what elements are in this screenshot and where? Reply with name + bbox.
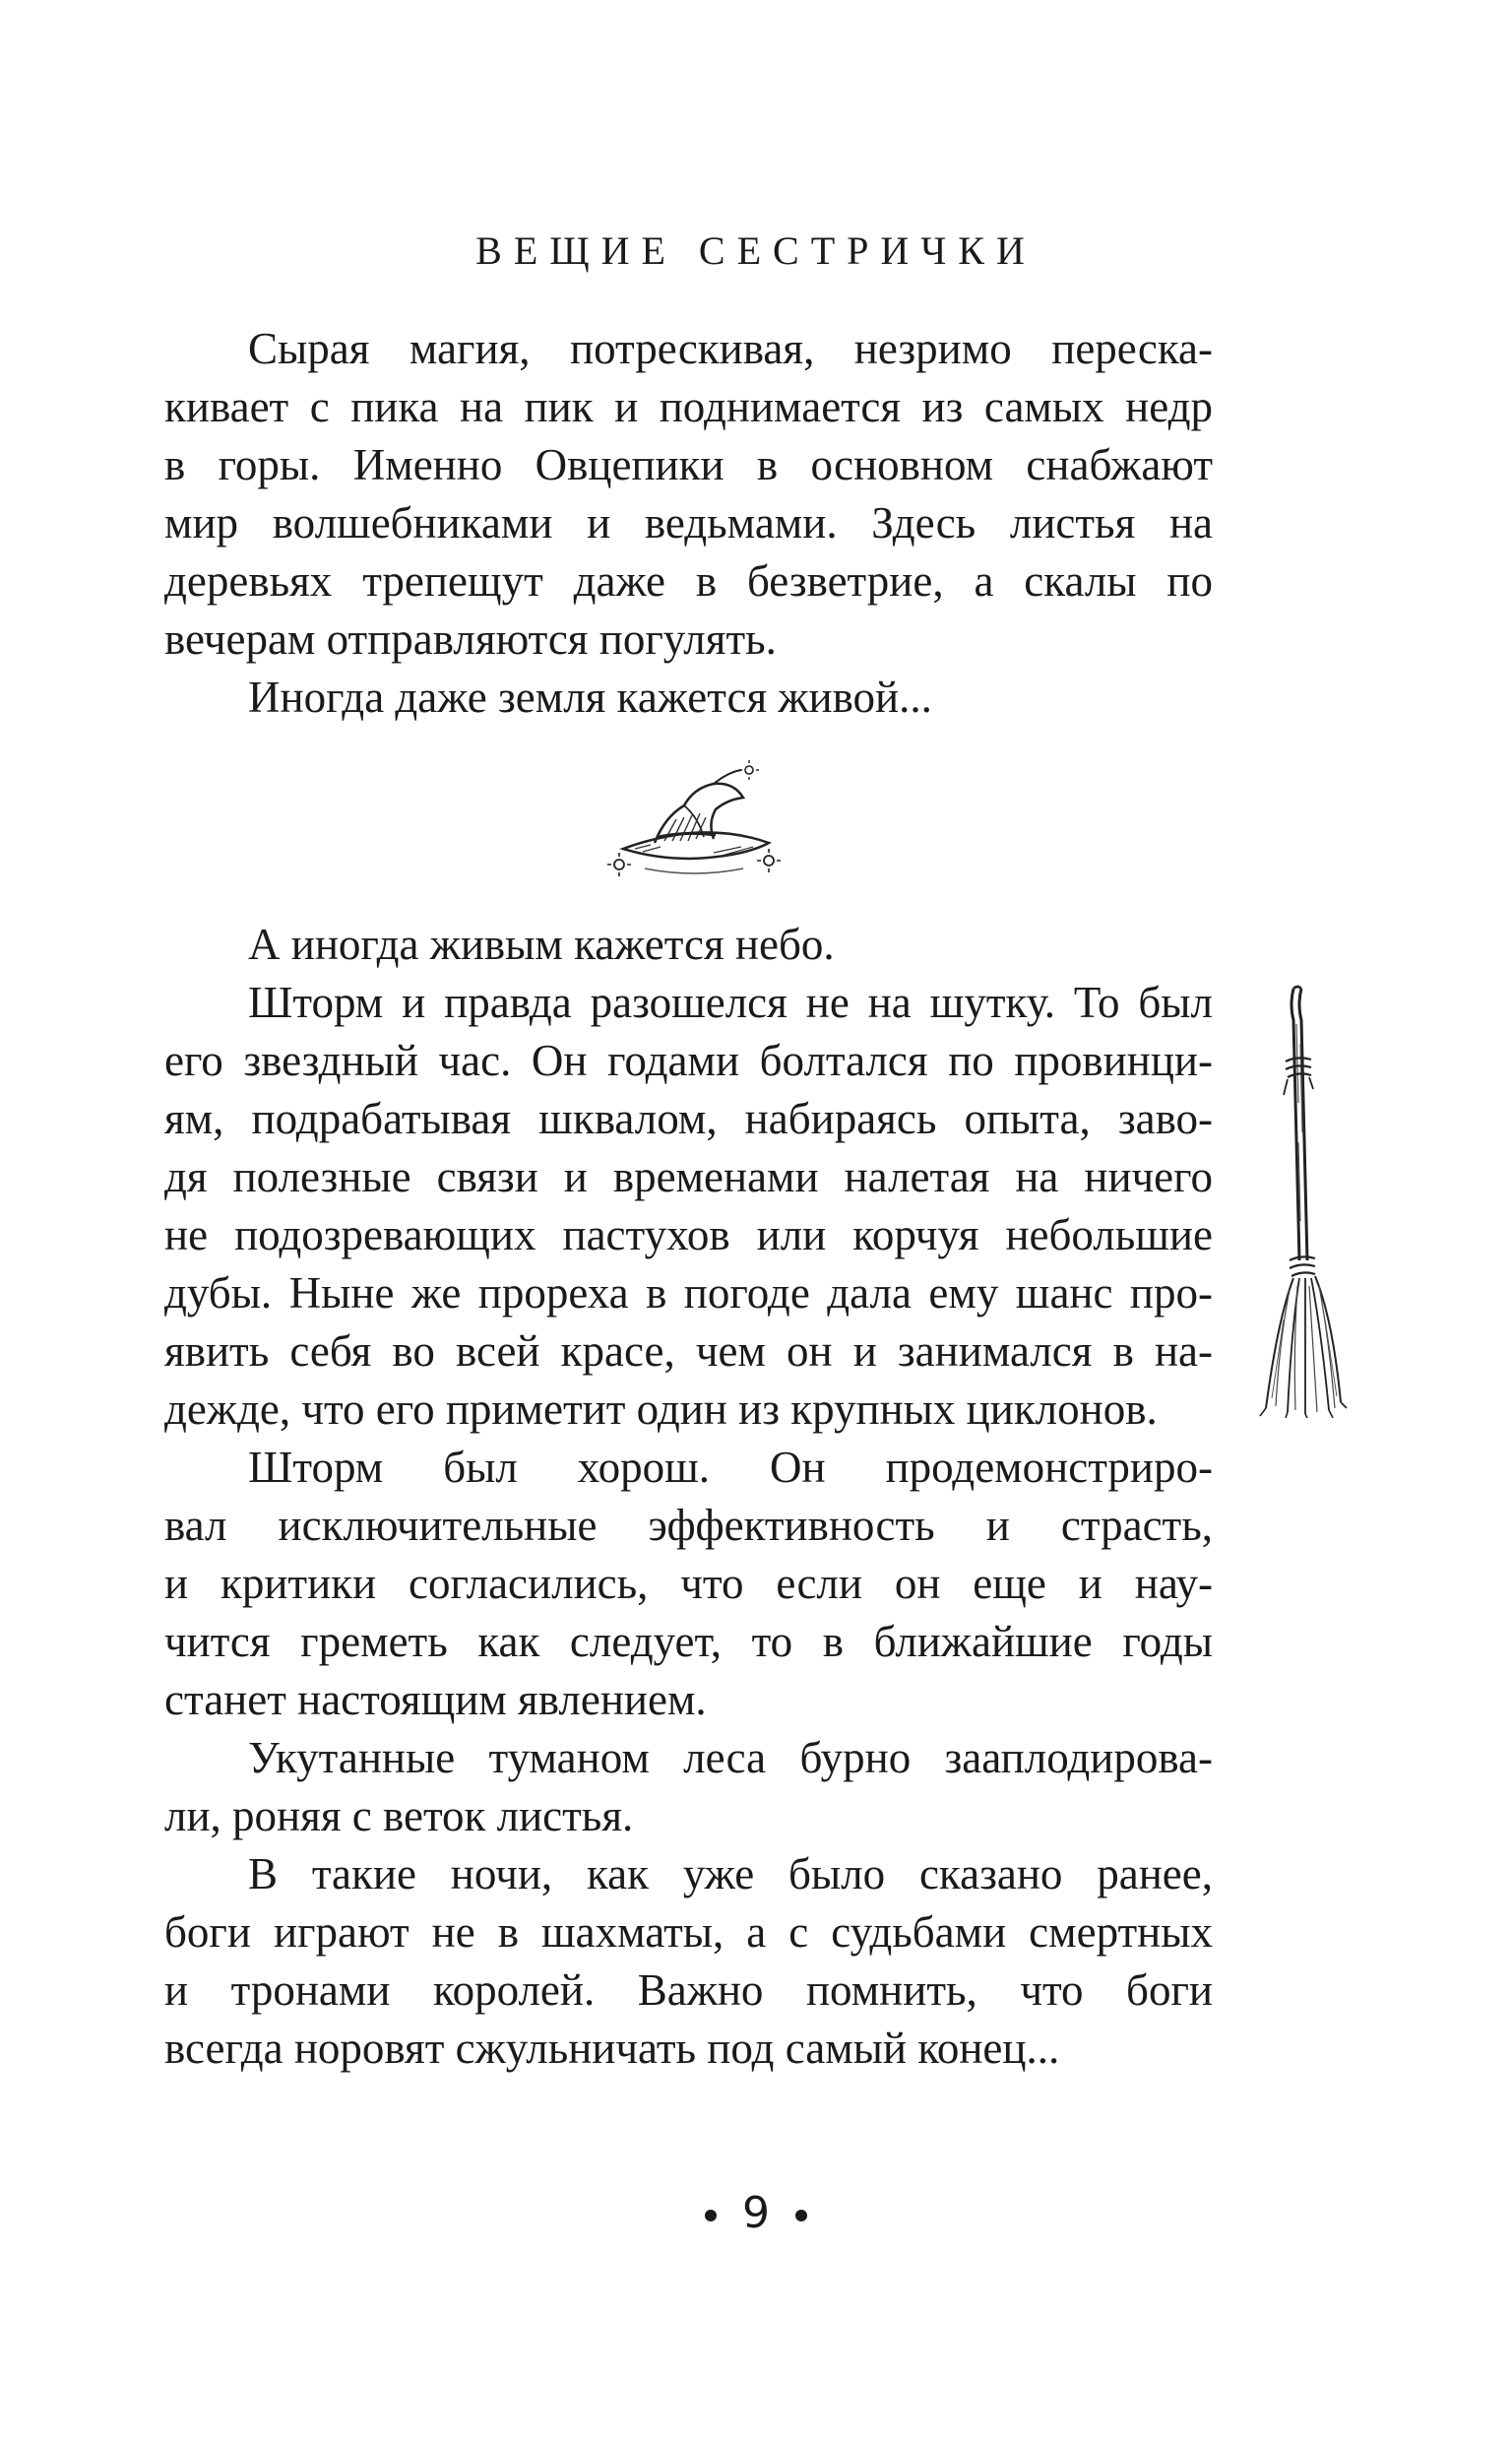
- text-line: вал исключительные эффективность и страсть,: [164, 1501, 1213, 1550]
- broomstick-icon: [1250, 985, 1349, 1418]
- page-number: [0, 2184, 1512, 2243]
- bullet-dot: [795, 2210, 807, 2221]
- text-line: чится греметь как следует, то в ближайшие годы: [164, 1617, 1213, 1666]
- text-line: его звездный час. Он годами болтался по провинци-: [164, 1036, 1213, 1085]
- witch-hat-icon: [596, 758, 792, 916]
- text-line: В такие ночи, как уже было сказано ранее,: [248, 1849, 1213, 1898]
- text-line: боги играют не в шахматы, а с судьбами смертных: [164, 1907, 1213, 1957]
- text-line: Шторм и правда разошелся не на шутку. То был: [248, 978, 1213, 1027]
- text-line: мир волшебниками и ведьмами. Здесь листья на: [164, 498, 1213, 547]
- text-line: ли, роняя с веток листья.: [164, 1791, 634, 1840]
- text-line: Сырая магия, потрескивая, незримо переска-: [248, 324, 1213, 373]
- text-line: деревьях трепещут даже в безветрие, а скалы по: [164, 556, 1213, 606]
- text-line: дя полезные связи и временами налетая на ничего: [164, 1152, 1213, 1201]
- text-line: дежде, что его приметит один из крупных циклонов.: [164, 1384, 1158, 1434]
- text-line: в горы. Именно Овцепики в основном снабжают: [164, 440, 1213, 489]
- bullet-dot: [705, 2210, 717, 2221]
- text-line: Шторм был хорош. Он продемонстриро-: [248, 1443, 1213, 1492]
- text-line: ям, подрабатывая шквалом, набираясь опыта, заво-: [164, 1094, 1213, 1143]
- text-block-1: [164, 320, 1213, 727]
- text-line: А иногда живым кажется небо.: [248, 920, 835, 969]
- text-block-2: [164, 916, 1213, 2078]
- text-line: и критики согласились, что если он еще и нау-: [164, 1559, 1213, 1608]
- text-line: и тронами королей. Важно помнить, что боги: [164, 1965, 1213, 2015]
- text-line: не подозревающих пастухов или корчуя небольшие: [164, 1210, 1213, 1259]
- text-line: кивает с пика на пик и поднимается из самых недр: [164, 382, 1213, 431]
- text-line: вечерам отправляются погулять.: [164, 614, 777, 664]
- running-header: ВЕЩИЕ СЕСТРИЧКИ: [475, 228, 1037, 273]
- page-number-value: 9: [742, 2188, 770, 2238]
- text-line: явить себя во всей красе, чем он и занимался в на-: [164, 1326, 1213, 1376]
- text-line: дубы. Ныне же прореха в погоде дала ему шанс про-: [164, 1268, 1213, 1318]
- text-line: Укутанные туманом леса бурно зааплодирова-: [248, 1733, 1213, 1782]
- text-line: станет настоящим явлением.: [164, 1675, 707, 1724]
- text-line: всегда норовят сжульничать под самый конец...: [164, 2024, 1060, 2073]
- text-line: Иногда даже земля кажется живой...: [248, 673, 932, 722]
